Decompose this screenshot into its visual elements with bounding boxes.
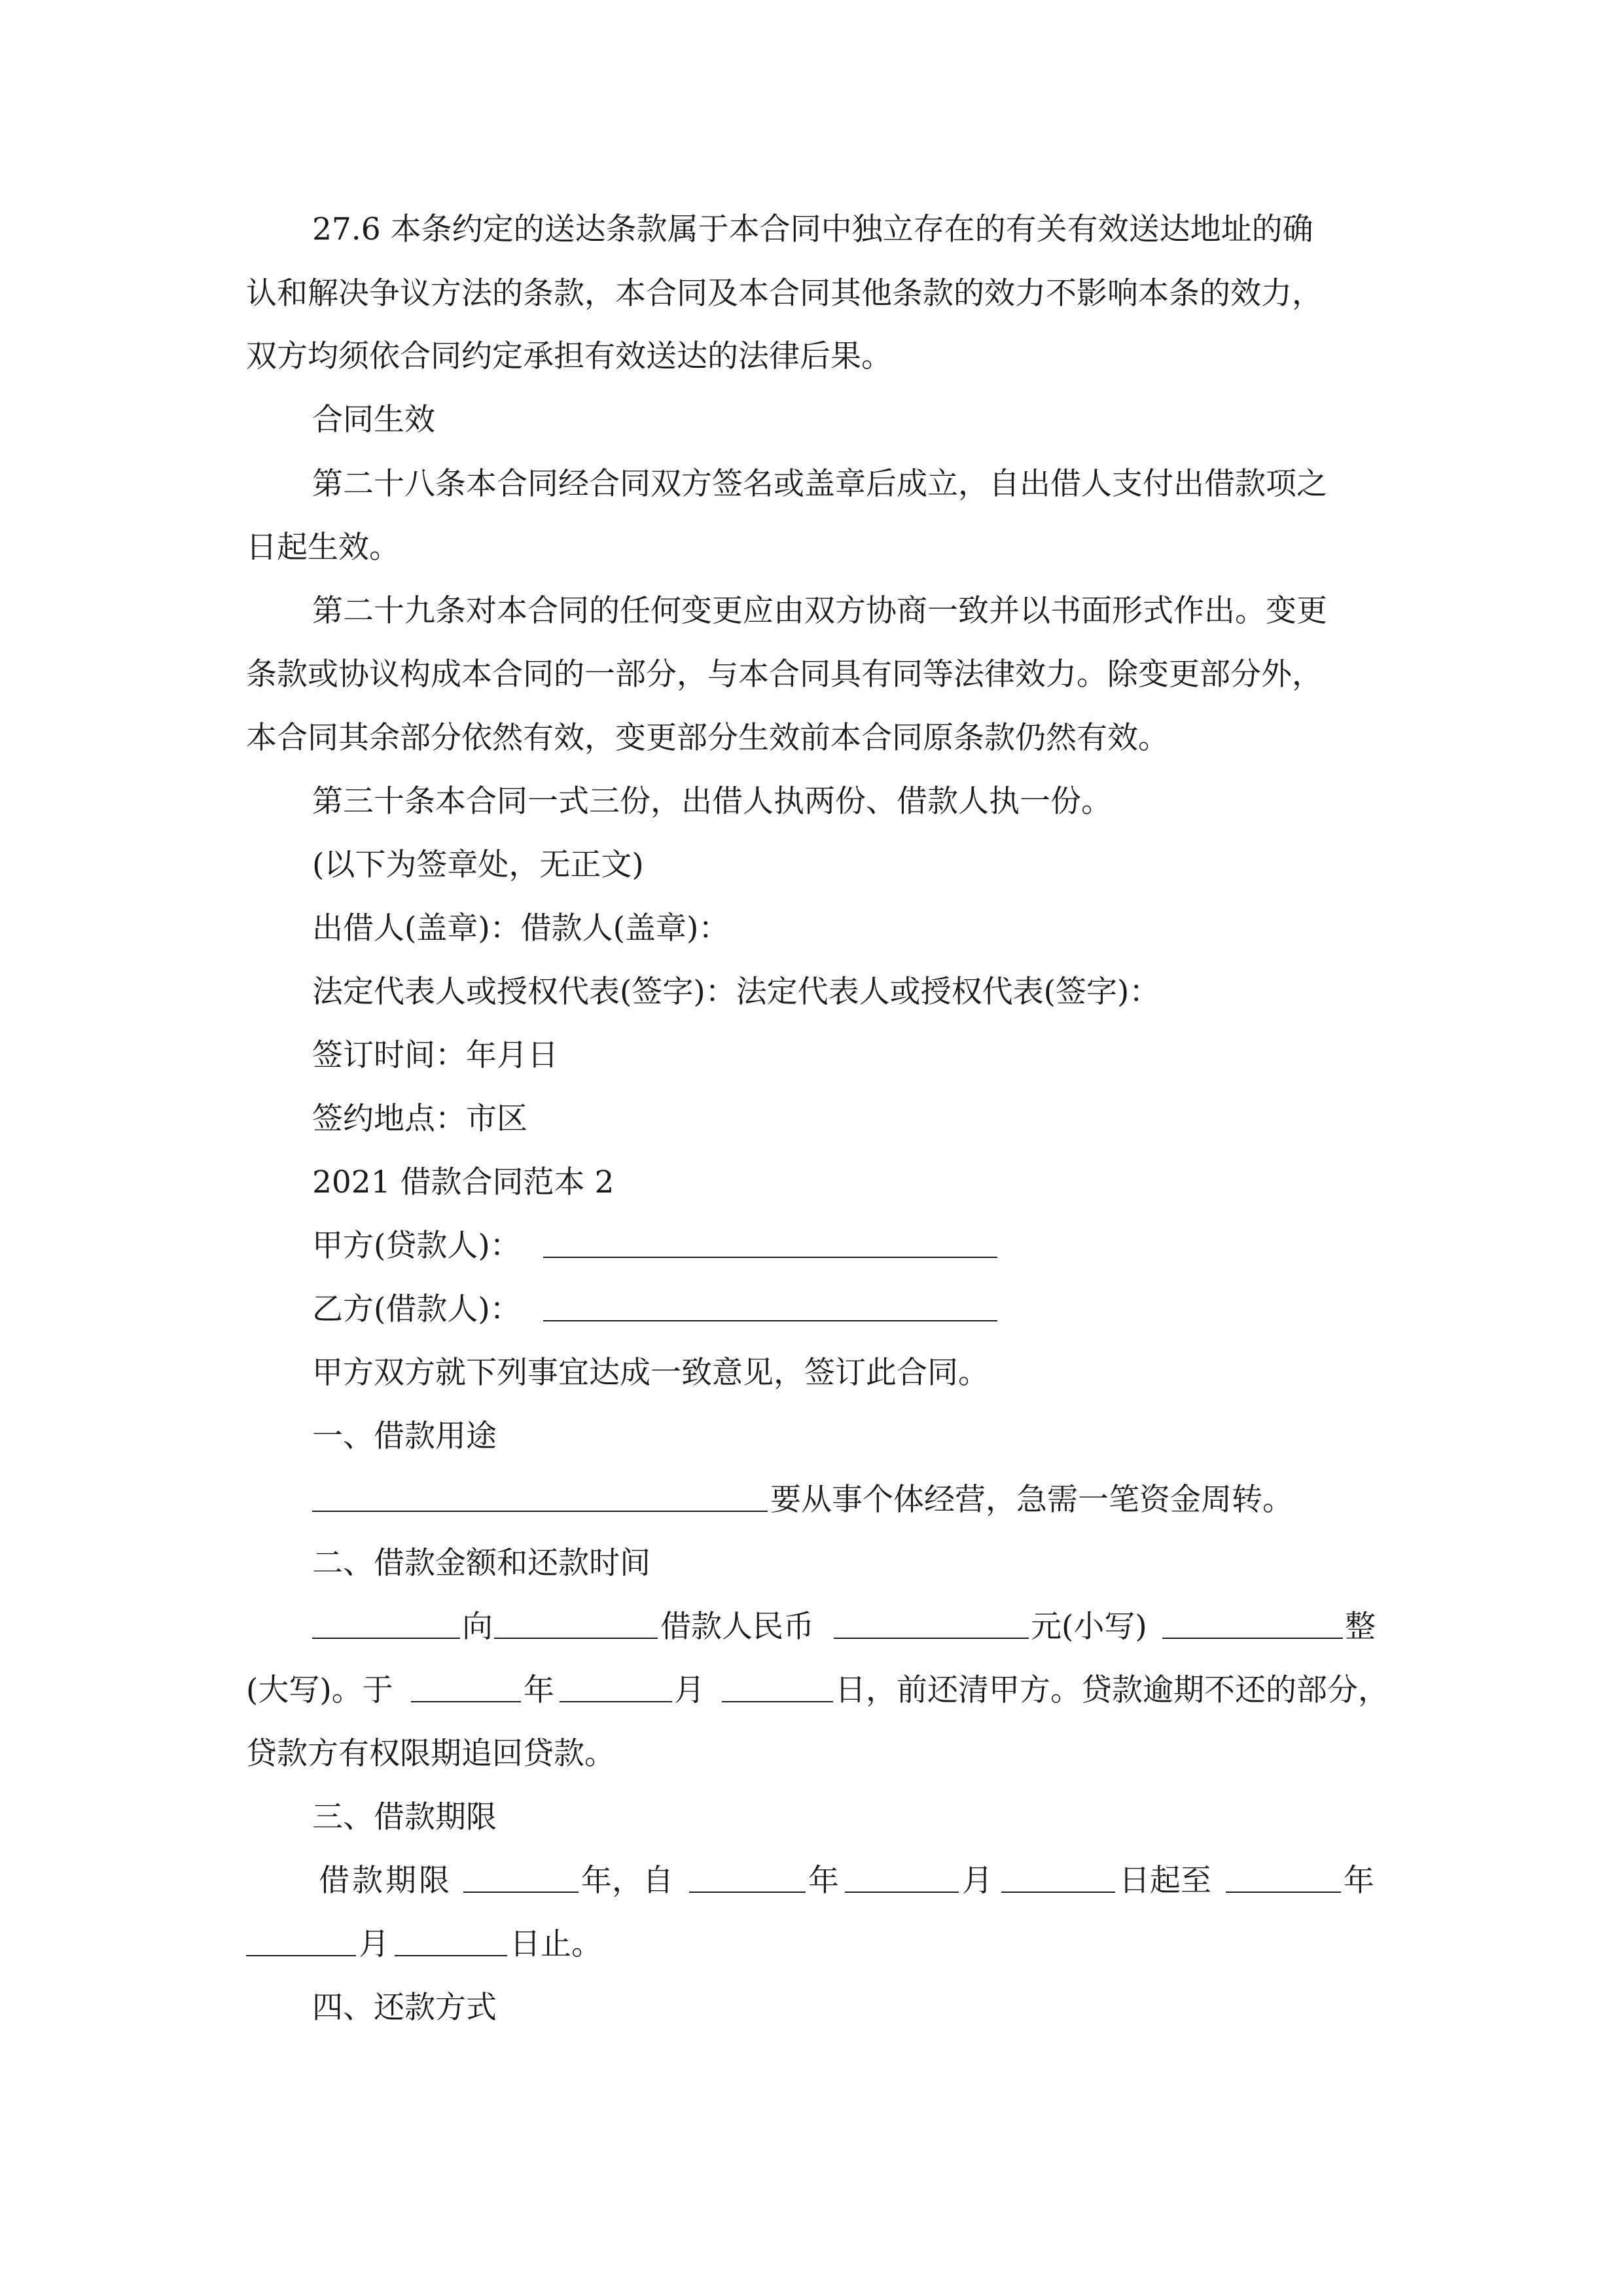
repay-day-blank (722, 1671, 833, 1702)
party-a-blank (543, 1227, 997, 1258)
end-month-blank (246, 1925, 356, 1956)
document-page: 27.6 本条约定的送达条款属于本合同中独立存在的有关有效送达地址的确 认和解决争议方法的条款，本合同及本合同其他条款的效力不影响本条的效力， 双方均须依合同约定承担有效送达的法律后果。 合同生效 第二十八条本合同经合同双方签名或盖章后成立，自出借人支付出借款项之 日起生效。 第二十九条对本合同的任何变更应由双方协商一致并以书面形式作出。变更 条款或协议构成本合同的一部分，与本合同具有同等法律效力。除变更部分外， 本合同其余部分依然有效，变更部分生效前本合同原条款仍然有效。 第三十条本合同一式三份，出借人执两份、借款人执一份。 (以下为签章处，无正文) 出借人(盖章)：借款人(盖章)： 法定代表人或授权代表(签字)：法定代表人或授权代表(签字)： 签订时间：年月日 签约地点：市区 2021 借款合同范本 2 甲方(贷款人)： 乙方(借款人)： 甲方双方就下列事宜达成一致意见，签订此合同。 一、借款用途 要从事个体经营，急需一笔资金周转。 二、借款金额和还款时间 向 借款人民币 元(小写) 整 (大写)。于 年 月 日，前还清甲方。贷款逾期不还的部分， 贷款方有权限期追回贷款。 三、借款期限 借款期限 年，自 年 月 日起至 年 月 日止。 四、还款方式 (246, 211, 1389, 2026)
repay-year-blank (411, 1671, 521, 1702)
borrower-blank (494, 1607, 658, 1639)
repay-month-blank (560, 1671, 672, 1702)
party-b-blank (543, 1290, 997, 1321)
amount-large-blank (1162, 1607, 1343, 1639)
start-year-blank (689, 1861, 806, 1893)
end-year-blank (1226, 1861, 1341, 1893)
amount-small-blank (834, 1607, 1029, 1639)
purpose-blank (312, 1480, 768, 1512)
lender-blank (312, 1607, 460, 1639)
term-years-blank (463, 1861, 579, 1893)
start-month-blank (845, 1861, 959, 1893)
start-day-blank (1001, 1861, 1115, 1893)
end-day-blank (395, 1925, 507, 1956)
